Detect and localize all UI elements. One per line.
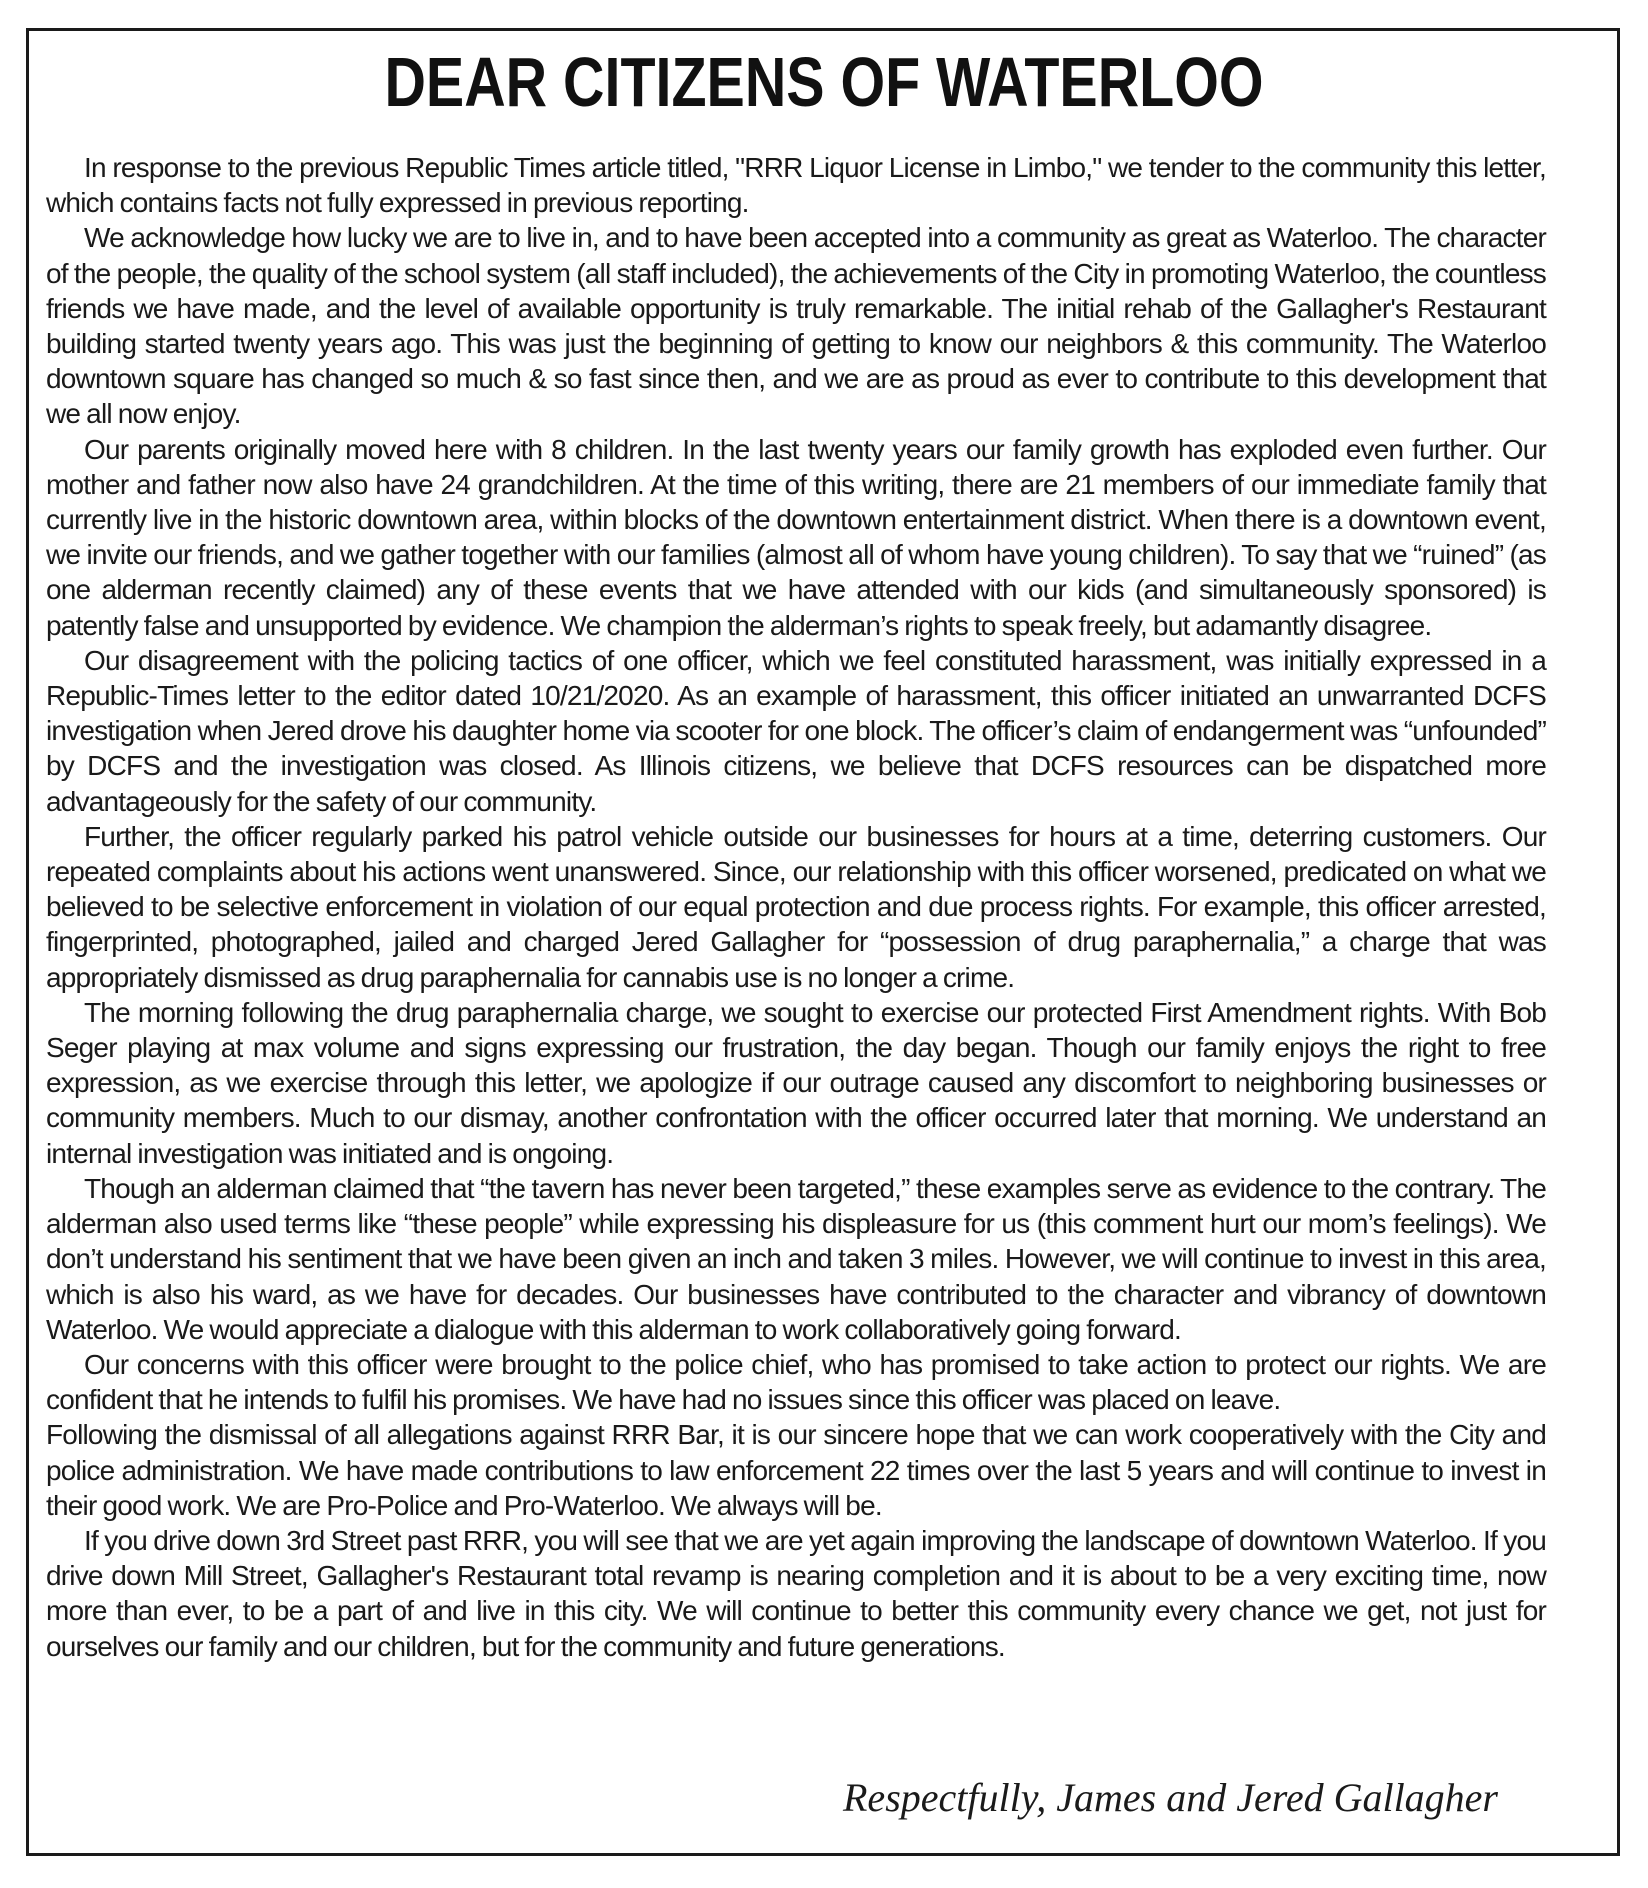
letter-body	[46, 150, 1546, 1664]
paragraph-5: Further, the officer regularly parked his patrol vehicle outside our businesses for hours at a time, deterring customers. Our repeated complaints about his actions went unanswered. Since, our relationship with this officer worsened, predicated on what we believed to be selective enforcement in violation of our equal protection and due process rights. For example, this officer arrested, fingerprinted, photographed, jailed and charged Jered Gallagher for “possession of drug paraphernalia,” a charge that was appropriately dismissed as drug paraphernalia for cannabis use is no longer a crime.	[46, 820, 1546, 993]
paragraph-4: Our disagreement with the policing tactics of one officer, which we feel constituted harassment, was initially expressed in a Republic-Times letter to the editor dated 10/21/2020. As an example of harassment, this officer initiated an unwarranted DCFS investigation when Jered drove his daughter home via scooter for one block. The officer’s claim of endangerment was “unfounded” by DCFS and the investigation was closed. As Illinois citizens, we believe that DCFS resources can be dispatched more advantageously for the safety of our community.	[46, 644, 1546, 817]
paragraph-2: We acknowledge how lucky we are to live in, and to have been accepted into a community as great as Waterloo. The character of the people, the quality of the school system (all staff included), the achievements of the City in promoting Waterloo, the countless friends we have made, and the level of available opportunity is truly remarkable. The initial rehab of the Gallagher's Restaurant building started twenty years ago. This was just the beginning of getting to know our neighbors & this community. The Waterloo downtown square has changed so much & so fast since then, and we are as proud as ever to contribute to this development that we all now enjoy.	[46, 222, 1546, 430]
paragraph-1: In response to the previous Republic Times article titled, "RRR Liquor License in Limbo," we tender to the community this letter, which contains facts not fully expressed in previous reporting.	[46, 152, 1546, 219]
signature: Respectfully, James and Jered Gallagher	[843, 1775, 1498, 1820]
paragraph-8: Our concerns with this officer were brought to the police chief, who has promised to take action to protect our rights. We are confident that he intends to fulfil his promises. We have had no issues since this officer was placed on leave.	[46, 1348, 1546, 1416]
paragraph-7: Though an alderman claimed that “the tavern has never been targeted,” these examples serve as evidence to the contrary. The alderman also used terms like “these people” while expressing his displeasure for us (this comment hurt our mom’s feelings). We don’t understand his sentiment that we have been given an inch and taken 3 miles. However, we will continue to invest in this area, which is also his ward, as we have for decades. Our businesses have contributed to the character and vibrancy of downtown Waterloo. We would appreciate a dialogue with this alderman to work collaboratively going forward.	[46, 1172, 1546, 1345]
paragraph-9: Following the dismissal of all allegations against RRR Bar, it is our sincere hope that we can work cooperatively with the City and police administration. We have made contributions to law enforcement 22 times over the last 5 years and will continue to invest in their good work. We are Pro-Police and Pro-Waterloo. We always will be.	[46, 1419, 1546, 1521]
paragraph-10: If you drive down 3rd Street past RRR, you will see that we are yet again improving the landscape of downtown Waterloo. If you drive down Mill Street, Gallagher's Restaurant total revamp is nearing completion and it is about to be a very exciting time, now more than ever, to be a part of and live in this city. We will continue to better this community every chance we get, not just for ourselves our family and our children, but for the community and future generations.	[46, 1524, 1546, 1662]
paragraph-6: The morning following the drug paraphernalia charge, we sought to exercise our protected First Amendment rights. With Bob Seger playing at max volume and signs expressing our frustration, the day began. Though our family enjoys the right to free expression, as we exercise through this letter, we apologize if our outrage caused any discomfort to neighboring businesses or community members. Much to our dismay, another confrontation with the officer occurred later that morning. We understand an internal investigation was initiated and is ongoing.	[46, 996, 1546, 1169]
paragraph-3: Our parents originally moved here with 8 children. In the last twenty years our family growth has exploded even further. Our mother and father now also have 24 grandchildren. At the time of this writing, there are 21 members of our immediate family that currently live in the historic downtown area, within blocks of the downtown entertainment district. When there is a downtown event, we invite our friends, and we gather together with our families (almost all of whom have young children). To say that we “ruined” (as one alderman recently claimed) any of these events that we have attended with our kids (and simultaneously sponsored) is patently false and unsupported by evidence. We champion the alderman’s rights to speak freely, but adamantly disagree.	[46, 433, 1546, 641]
letter-title: DEAR CITIZENS OF WATERLOO	[384, 43, 1264, 121]
